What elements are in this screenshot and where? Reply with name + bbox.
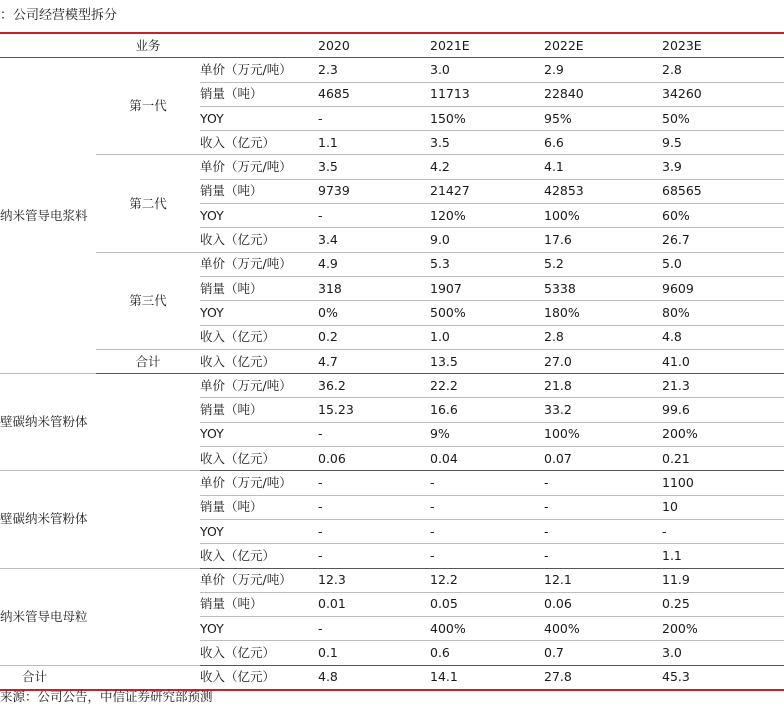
value-cell: 500% [430, 301, 544, 325]
value-cell: 12.2 [430, 568, 544, 592]
metric-label: 单价（万元/吨） [200, 58, 318, 82]
value-cell: 3.5 [318, 155, 430, 179]
value-cell: 200% [662, 617, 784, 641]
value-cell: 9739 [318, 179, 430, 203]
value-cell: 27.8 [544, 665, 662, 690]
value-cell: - [544, 495, 662, 519]
metric-label: YOY [200, 617, 318, 641]
value-cell: 0.21 [662, 447, 784, 471]
value-cell: 3.4 [318, 228, 430, 252]
value-cell: - [430, 519, 544, 543]
value-cell: 95% [544, 106, 662, 130]
subtotal-label: 合计 [96, 349, 200, 373]
metric-label: 单价（万元/吨） [200, 568, 318, 592]
value-cell: - [544, 519, 662, 543]
value-cell: 5.2 [544, 252, 662, 276]
value-cell: 33.2 [544, 398, 662, 422]
value-cell: 17.6 [544, 228, 662, 252]
value-cell: 5.3 [430, 252, 544, 276]
value-cell: 4.1 [544, 155, 662, 179]
value-cell: - [544, 471, 662, 495]
generation-label: 第一代 [96, 58, 200, 155]
value-cell: 34260 [662, 82, 784, 106]
header-year-2022e: 2022E [544, 33, 662, 58]
value-cell: 1.1 [662, 544, 784, 568]
value-cell: 4.9 [318, 252, 430, 276]
value-cell: 15.23 [318, 398, 430, 422]
value-cell: 22.2 [430, 374, 544, 398]
value-cell: 9.5 [662, 131, 784, 155]
category-label: 纳米管导电母粒 [0, 568, 200, 665]
value-cell: 0.04 [430, 447, 544, 471]
value-cell: 0.06 [318, 447, 430, 471]
value-cell: 0.7 [544, 641, 662, 665]
value-cell: 0.05 [430, 592, 544, 616]
value-cell: 1.1 [318, 131, 430, 155]
value-cell: 2.9 [544, 58, 662, 82]
table-row [0, 252, 784, 276]
generation-label: 第三代 [96, 252, 200, 349]
value-cell: 0.07 [544, 447, 662, 471]
value-cell: 13.5 [430, 349, 544, 373]
value-cell: 45.3 [662, 665, 784, 690]
value-cell: 50% [662, 106, 784, 130]
total-label: 合计 [0, 665, 96, 690]
header-year-2023e: 2023E [662, 33, 784, 58]
value-cell: 180% [544, 301, 662, 325]
value-cell: 150% [430, 106, 544, 130]
value-cell: 400% [430, 617, 544, 641]
value-cell: 4.8 [662, 325, 784, 349]
metric-label: 收入（亿元） [200, 641, 318, 665]
metric-label: YOY [200, 422, 318, 446]
metric-label: 收入（亿元） [200, 349, 318, 373]
value-cell: - [662, 519, 784, 543]
value-cell: 16.6 [430, 398, 544, 422]
value-cell: 0.25 [662, 592, 784, 616]
value-cell: 36.2 [318, 374, 430, 398]
value-cell: - [318, 519, 430, 543]
category-label: 纳米管导电浆料 [0, 58, 96, 374]
value-cell: 318 [318, 276, 430, 300]
value-cell: 3.5 [430, 131, 544, 155]
value-cell: 42853 [544, 179, 662, 203]
value-cell: 400% [544, 617, 662, 641]
value-cell: 9.0 [430, 228, 544, 252]
header-business: 业务 [96, 33, 200, 58]
value-cell: 68565 [662, 179, 784, 203]
value-cell: 99.6 [662, 398, 784, 422]
value-cell: - [318, 544, 430, 568]
header-year-2021e: 2021E [430, 33, 544, 58]
metric-label: 单价（万元/吨） [200, 252, 318, 276]
value-cell: - [318, 422, 430, 446]
value-cell: 0.01 [318, 592, 430, 616]
source-note: 来源：公司公告，中信证券研究部预测 [0, 689, 213, 704]
value-cell: 1.0 [430, 325, 544, 349]
generation-label: 第二代 [96, 155, 200, 252]
metric-label: 收入（亿元） [200, 325, 318, 349]
value-cell: 27.0 [544, 349, 662, 373]
value-cell: 26.7 [662, 228, 784, 252]
value-cell: 11.9 [662, 568, 784, 592]
value-cell: - [430, 471, 544, 495]
value-cell: 12.1 [544, 568, 662, 592]
value-cell: - [318, 204, 430, 228]
value-cell: - [430, 495, 544, 519]
value-cell: 100% [544, 204, 662, 228]
metric-label: 销量（吨） [200, 179, 318, 203]
metric-label: YOY [200, 519, 318, 543]
value-cell: 4.7 [318, 349, 430, 373]
value-cell: - [318, 106, 430, 130]
value-cell: 0% [318, 301, 430, 325]
metric-label: 收入（亿元） [200, 228, 318, 252]
metric-label: 收入（亿元） [200, 447, 318, 471]
value-cell: 14.1 [430, 665, 544, 690]
value-cell: - [430, 544, 544, 568]
subtotal-row [0, 349, 784, 373]
table-row [0, 568, 784, 592]
value-cell: 21.3 [662, 374, 784, 398]
category-label: 壁碳纳米管粉体 [0, 374, 200, 471]
metric-label: 收入（亿元） [200, 665, 318, 690]
metric-label: 收入（亿元） [200, 131, 318, 155]
table-row [0, 471, 784, 495]
value-cell: 2.8 [662, 58, 784, 82]
value-cell: 6.6 [544, 131, 662, 155]
metric-label: 收入（亿元） [200, 544, 318, 568]
value-cell: 21427 [430, 179, 544, 203]
value-cell: 80% [662, 301, 784, 325]
metric-label: 单价（万元/吨） [200, 374, 318, 398]
value-cell: 5.0 [662, 252, 784, 276]
table-row [0, 58, 784, 82]
value-cell: 11713 [430, 82, 544, 106]
value-cell: 4685 [318, 82, 430, 106]
value-cell: 200% [662, 422, 784, 446]
value-cell: 4.8 [318, 665, 430, 690]
table-row [0, 155, 784, 179]
value-cell: 10 [662, 495, 784, 519]
metric-label: 单价（万元/吨） [200, 471, 318, 495]
value-cell: - [318, 495, 430, 519]
value-cell: 0.1 [318, 641, 430, 665]
value-cell: 22840 [544, 82, 662, 106]
value-cell: 3.0 [662, 641, 784, 665]
grand-total-row [0, 665, 784, 690]
header-row [0, 33, 784, 58]
value-cell: 1100 [662, 471, 784, 495]
metric-label: 销量（吨） [200, 276, 318, 300]
value-cell: - [318, 617, 430, 641]
value-cell: 4.2 [430, 155, 544, 179]
value-cell: 3.0 [430, 58, 544, 82]
table-row [0, 374, 784, 398]
value-cell: 9609 [662, 276, 784, 300]
metric-label: 单价（万元/吨） [200, 155, 318, 179]
value-cell: 1907 [430, 276, 544, 300]
value-cell: 9% [430, 422, 544, 446]
value-cell: 12.3 [318, 568, 430, 592]
value-cell: 5338 [544, 276, 662, 300]
value-cell: 0.2 [318, 325, 430, 349]
value-cell: 2.8 [544, 325, 662, 349]
value-cell: 100% [544, 422, 662, 446]
value-cell: 21.8 [544, 374, 662, 398]
value-cell: 60% [662, 204, 784, 228]
header-year-2020: 2020 [318, 33, 430, 58]
metric-label: 销量（吨） [200, 592, 318, 616]
metric-label: 销量（吨） [200, 398, 318, 422]
business-model-table [0, 32, 784, 691]
metric-label: YOY [200, 106, 318, 130]
value-cell: 3.9 [662, 155, 784, 179]
value-cell: - [318, 471, 430, 495]
metric-label: 销量（吨） [200, 495, 318, 519]
value-cell: 2.3 [318, 58, 430, 82]
value-cell: 120% [430, 204, 544, 228]
metric-label: 销量（吨） [200, 82, 318, 106]
value-cell: - [544, 544, 662, 568]
category-label: 壁碳纳米管粉体 [0, 471, 200, 568]
metric-label: YOY [200, 204, 318, 228]
table-title: ：公司经营模型拆分 [0, 8, 118, 23]
value-cell: 0.6 [430, 641, 544, 665]
value-cell: 0.06 [544, 592, 662, 616]
value-cell: 41.0 [662, 349, 784, 373]
metric-label: YOY [200, 301, 318, 325]
